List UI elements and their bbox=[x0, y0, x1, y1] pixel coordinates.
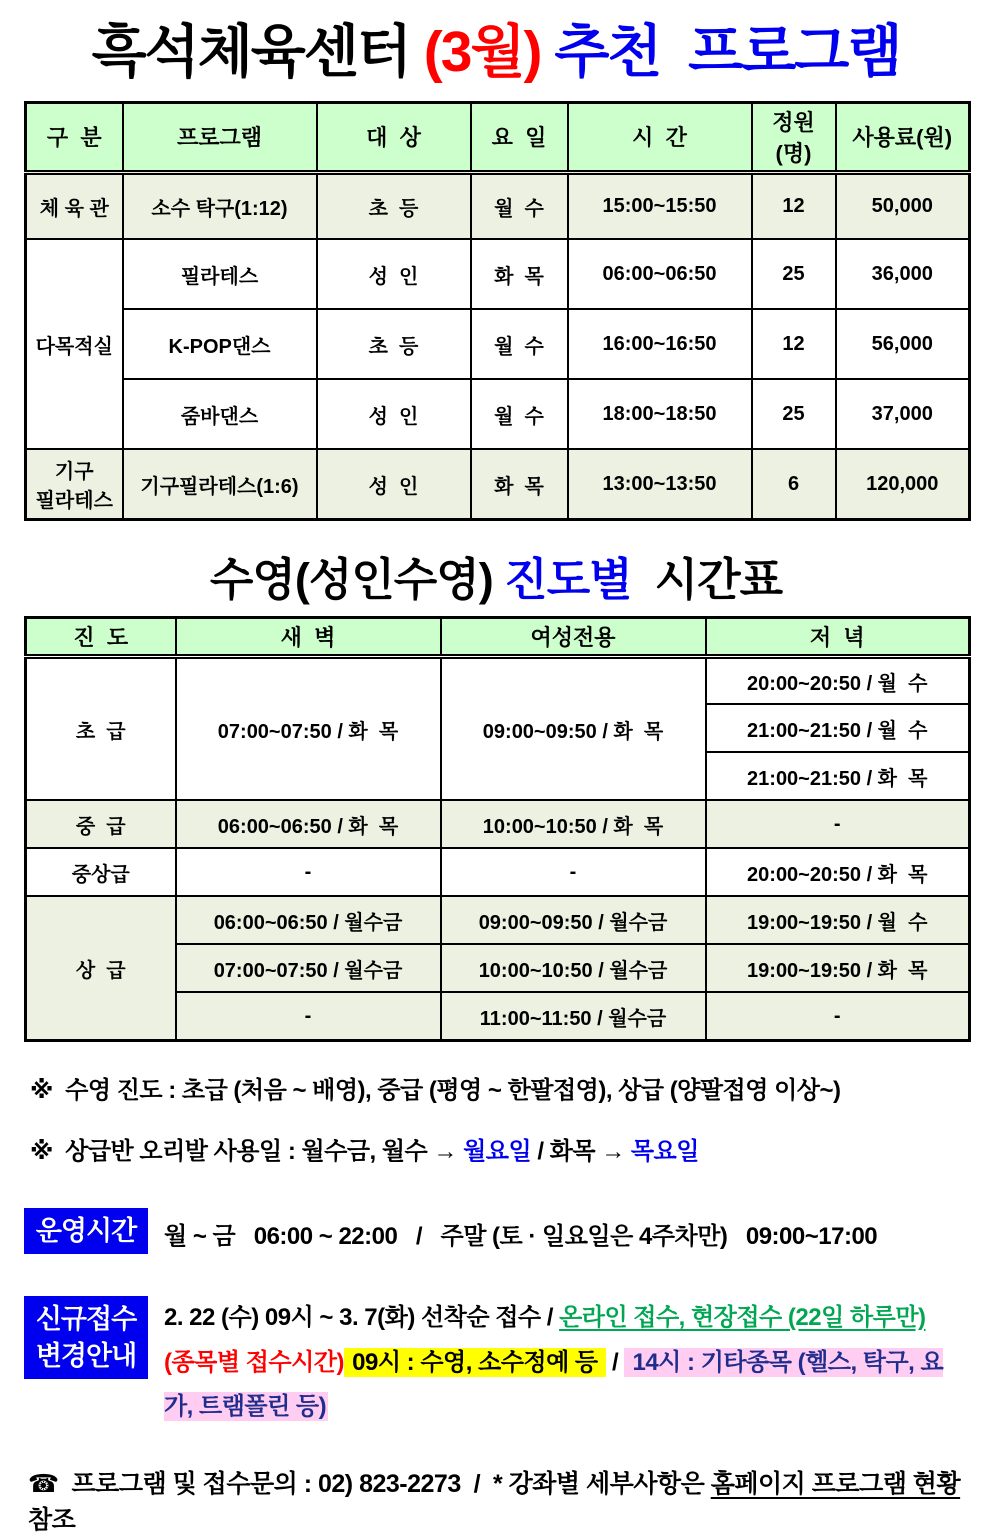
cell-target: 성 인 bbox=[317, 449, 471, 519]
col-header-days: 요 일 bbox=[471, 102, 568, 172]
program-table-header-row bbox=[26, 102, 970, 172]
col-header-level: 진 도 bbox=[26, 617, 176, 656]
cell-fee: 37,000 bbox=[836, 379, 970, 449]
cell-level-intermediate: 중 급 bbox=[26, 800, 176, 848]
registration-time-line bbox=[164, 1341, 968, 1430]
cell-time: 13:00~13:50 bbox=[568, 449, 752, 519]
cell-days: 화 목 bbox=[471, 239, 568, 309]
cell-days: 월 수 bbox=[471, 309, 568, 379]
cell-program: 필라테스 bbox=[123, 239, 317, 309]
swim-row-beginner bbox=[26, 656, 970, 704]
cell-dawn: 06:00~06:50 / 월수금 bbox=[176, 896, 441, 944]
col-header-fee: 사용료(원) bbox=[836, 102, 970, 172]
cell-women: 09:00~09:50 / 화 목 bbox=[441, 656, 706, 800]
cell-capacity: 25 bbox=[752, 239, 836, 309]
phone-icon: ☎ bbox=[28, 1469, 59, 1498]
reg-time-yellow-highlight: 09시 : 수영, 소수정예 등 bbox=[345, 1348, 604, 1376]
group-line1: 기구 bbox=[54, 461, 94, 484]
cell-dawn: 07:00~07:50 / 월수금 bbox=[176, 944, 441, 992]
operating-hours-badge bbox=[24, 1208, 148, 1254]
swim-title-black1: 수영(성인수영) bbox=[209, 553, 505, 605]
registration-badge bbox=[24, 1296, 148, 1379]
cell-fee: 36,000 bbox=[836, 239, 970, 309]
note2-thursday: 목요일 bbox=[630, 1137, 699, 1165]
swim-row-advanced-1 bbox=[26, 896, 970, 944]
cell-women: 10:00~10:50 / 화 목 bbox=[441, 800, 706, 848]
reg-time-red: (종목별 접수시간) bbox=[164, 1348, 344, 1376]
operating-hours-text: 월 ~ 금 06:00 ~ 22:00 / 주말 (토 · 일요일은 4주차만) 09:00~17:00 bbox=[164, 1222, 878, 1250]
cell-days: 화 목 bbox=[471, 449, 568, 519]
registration-label-line1: 신규접수 bbox=[35, 1304, 137, 1335]
cell-days: 월 수 bbox=[471, 172, 568, 239]
cell-evening: 19:00~19:50 / 화 목 bbox=[706, 944, 970, 992]
col-header-dawn: 새 벽 bbox=[176, 617, 441, 656]
homepage-reference-underlined: 홈페이지 프로그램 현황 bbox=[710, 1469, 961, 1498]
col-header-category: 구 분 bbox=[26, 102, 123, 172]
note2-monday: 월요일 bbox=[463, 1137, 532, 1165]
cell-evening: 20:00~20:50 / 화 목 bbox=[706, 848, 970, 896]
table-row-reformer-pilates bbox=[26, 449, 970, 519]
contact-suffix: 참조 bbox=[28, 1469, 967, 1534]
cell-capacity: 12 bbox=[752, 309, 836, 379]
cell-target: 초 등 bbox=[317, 172, 471, 239]
swim-title-level: 진도별 bbox=[504, 553, 632, 605]
cell-evening: 19:00~19:50 / 월 수 bbox=[706, 896, 970, 944]
cell-women: 09:00~09:50 / 월수금 bbox=[441, 896, 706, 944]
col-header-capacity: 정원(명) bbox=[752, 102, 836, 172]
contact-line bbox=[28, 1464, 968, 1536]
cell-women: - bbox=[441, 848, 706, 896]
reg-time-pink-highlight: 14시 : 기타종목 (헬스, 탁구, 요가, 트램폴린 등) bbox=[164, 1348, 944, 1421]
group-line2: 필라테스 bbox=[35, 490, 113, 513]
cell-program: 소수 탁구(1:12) bbox=[123, 172, 317, 239]
cell-evening: - bbox=[706, 992, 970, 1040]
cell-capacity: 12 bbox=[752, 172, 836, 239]
cell-time: 16:00~16:50 bbox=[568, 309, 752, 379]
cell-fee: 120,000 bbox=[836, 449, 970, 519]
cell-group-multiroom: 다목적실 bbox=[26, 239, 123, 449]
cell-group-reformer bbox=[26, 449, 123, 519]
cell-target: 성 인 bbox=[317, 239, 471, 309]
cell-level-beginner: 초 급 bbox=[26, 656, 176, 800]
note-swim-levels: ※ 수영 진도 : 초급 (처음 ~ 배영), 중급 (평영 ~ 한팔접영), 상급 (양팔접영 이상~) bbox=[30, 1076, 841, 1104]
cell-level-upper-intermediate: 중상급 bbox=[26, 848, 176, 896]
swim-table bbox=[24, 616, 971, 1042]
cell-program: 줌바댄스 bbox=[123, 379, 317, 449]
cell-dawn: - bbox=[176, 992, 441, 1040]
cell-women: 11:00~11:50 / 월수금 bbox=[441, 992, 706, 1040]
cell-time: 06:00~06:50 bbox=[568, 239, 752, 309]
title-recommend: 추천 프로그램 bbox=[540, 20, 901, 84]
registration-period-line bbox=[164, 1296, 968, 1340]
col-header-program: 프로그램 bbox=[123, 102, 317, 172]
reg-period-black: 2. 22 (수) 09시 ~ 3. 7(화) 선착순 접수 / bbox=[164, 1304, 560, 1332]
cell-evening: 21:00~21:50 / 화 목 bbox=[706, 752, 970, 800]
cell-dawn: 06:00~06:50 / 화 목 bbox=[176, 800, 441, 848]
note2-prefix: ※ 상급반 오리발 사용일 : 월수금, 월수 → bbox=[30, 1137, 464, 1165]
col-header-women-only: 여성전용 bbox=[441, 617, 706, 656]
swim-row-intermediate bbox=[26, 800, 970, 848]
cell-fee: 56,000 bbox=[836, 309, 970, 379]
title-month: (3월) bbox=[423, 20, 541, 84]
col-header-target: 대 상 bbox=[317, 102, 471, 172]
col-header-time: 시 간 bbox=[568, 102, 752, 172]
table-row-kpop-dance bbox=[26, 309, 970, 379]
notes-section bbox=[30, 1070, 968, 1166]
note-fins-usage bbox=[30, 1131, 968, 1166]
cell-program: K-POP댄스 bbox=[123, 309, 317, 379]
operating-hours-row bbox=[24, 1208, 968, 1254]
note2-middle: / 화목 → bbox=[531, 1137, 631, 1165]
cell-women: 10:00~10:50 / 월수금 bbox=[441, 944, 706, 992]
registration-label-line2: 변경안내 bbox=[35, 1340, 137, 1371]
cell-capacity: 6 bbox=[752, 449, 836, 519]
page-title bbox=[24, 14, 968, 91]
cell-dawn: - bbox=[176, 848, 441, 896]
cell-target: 초 등 bbox=[317, 309, 471, 379]
reg-time-separator: / bbox=[605, 1348, 625, 1376]
reg-method-green: 온라인 접수, 현장접수 (22일 하루만) bbox=[559, 1304, 926, 1332]
swim-table-header-row bbox=[26, 617, 970, 656]
cell-program: 기구필라테스(1:6) bbox=[123, 449, 317, 519]
registration-row bbox=[24, 1296, 968, 1429]
cell-days: 월 수 bbox=[471, 379, 568, 449]
swim-section-title bbox=[24, 543, 968, 608]
col-header-evening: 저 녁 bbox=[706, 617, 970, 656]
cell-dawn: 07:00~07:50 / 화 목 bbox=[176, 656, 441, 800]
table-row-zumba bbox=[26, 379, 970, 449]
hours-label: 운영시간 bbox=[35, 1215, 137, 1246]
contact-text: 프로그램 및 접수문의 : 02) 823-2273 / * 강좌별 세부사항은 bbox=[58, 1469, 711, 1498]
cell-capacity: 25 bbox=[752, 379, 836, 449]
cell-target: 성 인 bbox=[317, 379, 471, 449]
cell-level-advanced: 상 급 bbox=[26, 896, 176, 1040]
cell-fee: 50,000 bbox=[836, 172, 970, 239]
swim-title-black2: 시간표 bbox=[631, 553, 783, 605]
title-center-name: 흑석체육센터 bbox=[91, 20, 424, 84]
cell-time: 18:00~18:50 bbox=[568, 379, 752, 449]
program-table bbox=[24, 101, 971, 521]
cell-evening: - bbox=[706, 800, 970, 848]
cell-group: 체 육 관 bbox=[26, 172, 123, 239]
table-row-pilates-mat bbox=[26, 239, 970, 309]
registration-text bbox=[148, 1296, 968, 1429]
table-row-gym bbox=[26, 172, 970, 239]
cell-time: 15:00~15:50 bbox=[568, 172, 752, 239]
cell-evening: 21:00~21:50 / 월 수 bbox=[706, 704, 970, 752]
swim-row-upper-intermediate bbox=[26, 848, 970, 896]
cell-evening: 20:00~20:50 / 월 수 bbox=[706, 656, 970, 704]
